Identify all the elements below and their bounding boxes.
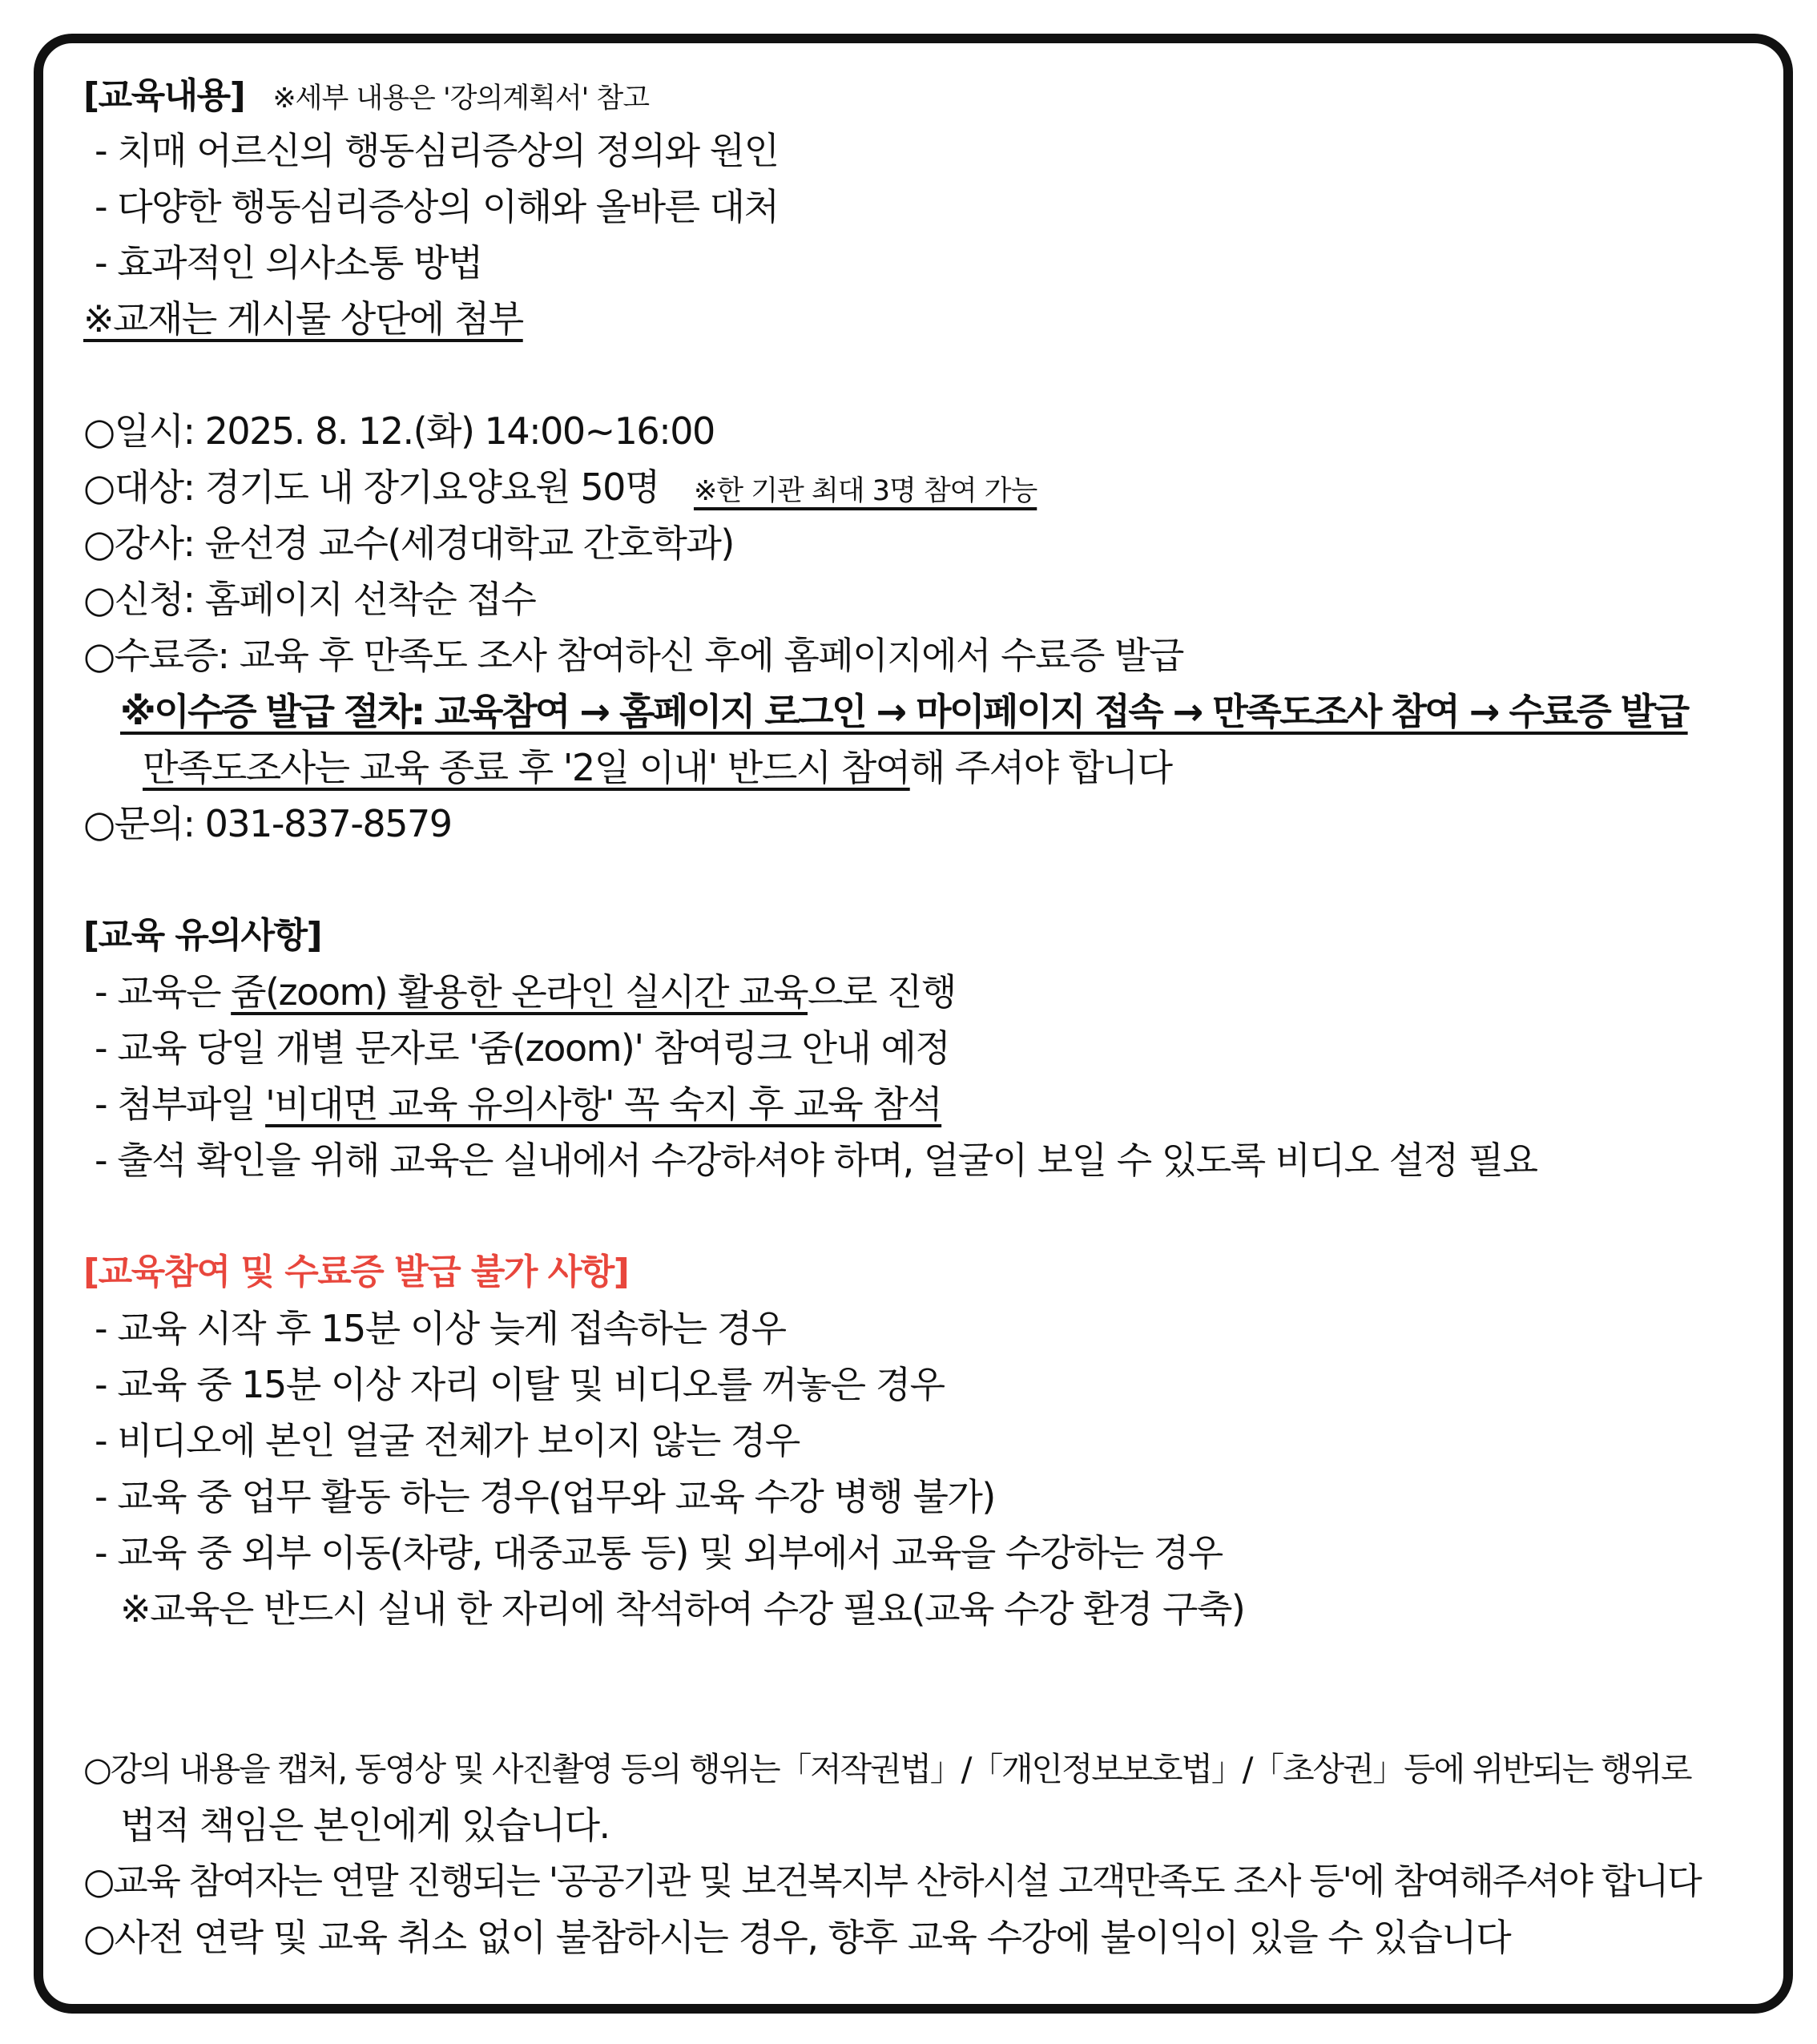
precaution-item: - 출석 확인을 위해 교육은 실내에서 수강하셔야 하며, 얼굴이 보일 수 있도록 비디오 설정 필요 xyxy=(95,1139,1537,1182)
precaution-text: - 첨부파일 xyxy=(95,1082,266,1126)
survey-deadline xyxy=(143,745,1172,790)
content-item: - 다양한 행동심리증상의 이해와 올바른 대처 xyxy=(95,185,779,228)
precaution-item: - 교육 당일 개별 문자로 '줌(zoom)' 참여링크 안내 예정 xyxy=(95,1026,950,1070)
info-certificate: ○수료증: 교육 후 만족도 조사 참여하신 후에 홈페이지에서 수료증 발급 xyxy=(83,634,1183,677)
survey-participation-notice: ○교육 참여자는 연말 진행되는 '공공기관 및 보건복지부 산하시설 고객만족도 조사 등'에 참여해주셔야 합니다 xyxy=(83,1860,1701,1902)
content-item: - 치매 어르신의 행동심리증상의 정의와 원인 xyxy=(95,129,779,172)
syllabus-note: ※세부 내용은 '강의계획서' 참고 xyxy=(272,83,650,115)
survey-deadline-rest: 해 주셔야 합니다 xyxy=(909,746,1172,789)
target-limit-note: ※한 기관 최대 3명 참여 가능 xyxy=(693,475,1037,507)
target-text: ○대상: 경기도 내 장기요양요원 50명 xyxy=(83,466,659,509)
copyright-notice-cont: 법적 책임은 본인에게 있습니다. xyxy=(120,1804,610,1847)
textbook-note-text: ※교재는 게시물 상단에 첨부 xyxy=(83,297,523,341)
precaution-underlined: '비대면 교육 유의사항' 꼭 숙지 후 교육 참석 xyxy=(265,1082,942,1126)
absence-notice: ○사전 연락 및 교육 취소 없이 불참하시는 경우, 향후 교육 수강에 불이익이 있을 수 있습니다 xyxy=(83,1916,1511,1959)
section-heading: [교육내용] xyxy=(83,75,245,116)
precaution-text: 으로 진행 xyxy=(808,970,956,1014)
section-heading-precautions: [교육 유의사항] xyxy=(83,915,322,956)
ineligible-item: - 교육 중 15분 이상 자리 이탈 및 비디오를 꺼놓은 경우 xyxy=(95,1363,945,1406)
ineligible-item: - 교육 중 업무 활동 하는 경우(업무와 교육 수강 병행 불가) xyxy=(95,1475,995,1518)
precaution-item xyxy=(95,970,956,1014)
info-lecturer: ○강사: 윤선경 교수(세경대학교 간호학과) xyxy=(83,522,734,565)
precaution-text: - 교육은 xyxy=(95,970,232,1014)
procedure-text: ※이수증 발급 절차: 교육참여 → 홈페이지 로그인 → 마이페이지 접속 → 만족도조사 참여 → 수료증 발급 xyxy=(120,690,1688,733)
content-item: - 효과적인 의사소통 방법 xyxy=(95,241,482,284)
certificate-procedure xyxy=(120,689,1688,734)
ineligible-item: - 비디오에 본인 얼굴 전체가 보이지 않는 경우 xyxy=(95,1419,800,1462)
copyright-notice: ○강의 내용을 캡처, 동영상 및 사진촬영 등의 행위는「저작권법」/「개인정보보호법」/「초상권」등에 위반되는 행위로 xyxy=(83,1750,1691,1788)
info-apply: ○신청: 홈페이지 선착순 접수 xyxy=(83,578,536,621)
info-date: ○일시: 2025. 8. 12.(화) 14:00~16:00 xyxy=(83,409,715,453)
textbook-attachment-note xyxy=(83,296,523,341)
ineligible-item: - 교육 중 외부 이동(차량, 대중교통 등) 및 외부에서 교육을 수강하는 경우 xyxy=(95,1531,1223,1574)
ineligible-note: ※교육은 반드시 실내 한 자리에 착석하여 수강 필요(교육 수강 환경 구축) xyxy=(120,1587,1245,1631)
info-contact: ○문의: 031-837-8579 xyxy=(83,802,452,845)
info-target xyxy=(83,465,1037,514)
ineligible-item: - 교육 시작 후 15분 이상 늦게 접속하는 경우 xyxy=(95,1307,786,1350)
survey-deadline-underlined: 만족도조사는 교육 종료 후 '2일 이내' 반드시 참여 xyxy=(143,746,910,789)
section-heading-ineligible: [교육참여 및 수료증 발급 불가 사항] xyxy=(83,1252,629,1292)
section-education-content xyxy=(83,72,649,121)
precaution-item xyxy=(95,1082,941,1127)
precaution-underlined: 줌(zoom) 활용한 온라인 실시간 교육 xyxy=(231,970,808,1014)
